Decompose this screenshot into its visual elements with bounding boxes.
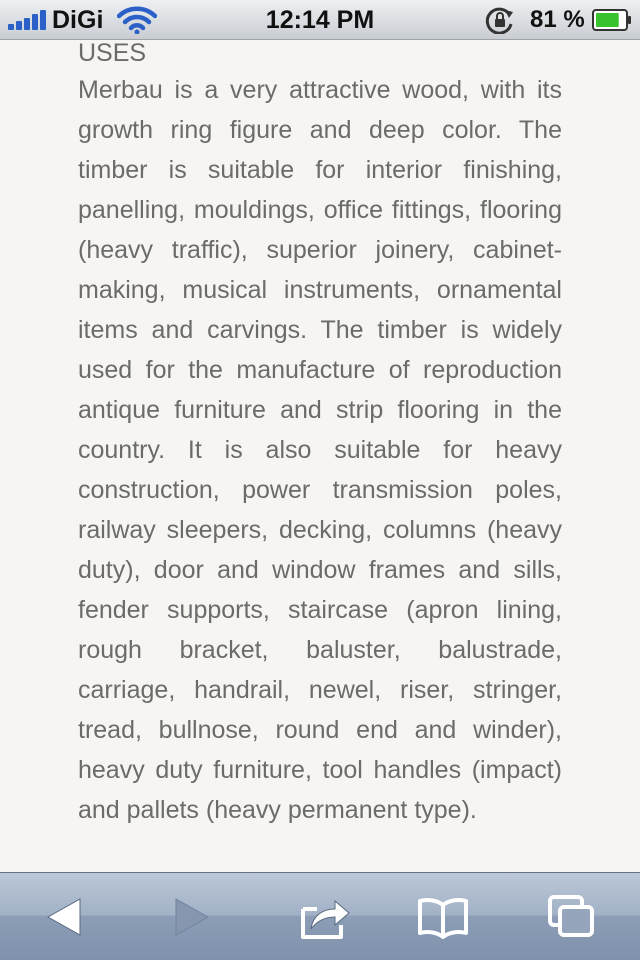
carrier-name: DiGi [52, 6, 104, 34]
tabs-button[interactable] [542, 887, 602, 947]
article-content [78, 40, 562, 872]
article-body-text: Merbau is a very attractive wood, with its growth ring figure and deep color. The timber is suitable for interior finishing, panelling, mouldings, office fittings, flooring (heavy traffic), superior joinery, cabinet-making, musical instruments, ornamental items and carvings. The timber is widely used for the manufacture of reproduction antique furniture and strip flooring in the country. It is also suitable for heavy construction, power transmission poles, railway sleepers, decking, columns (heavy duty), door and window frames and sills, fender supports, staircase (apron lining, rough bracket, baluster, balustrade, carriage, handrail, newel, riser, stringer, tread, bullnose, round end and winder), heavy duty furniture, tool handles (impact) and pallets (heavy permanent type). [78, 76, 562, 824]
rotation-lock-icon [485, 6, 515, 34]
battery-icon [592, 9, 632, 31]
bookmarks-button[interactable] [413, 887, 473, 947]
forward-button[interactable] [162, 887, 222, 947]
tabs-icon [542, 887, 602, 947]
back-button[interactable] [34, 887, 94, 947]
bookmarks-icon [413, 887, 473, 947]
back-arrow-icon [34, 887, 94, 947]
browser-toolbar [0, 872, 640, 960]
status-bar [0, 0, 640, 40]
battery-percentage: 81 % [530, 6, 585, 33]
clock: 12:14 PM [265, 6, 375, 34]
share-button[interactable] [295, 887, 355, 947]
section-heading: USES [78, 40, 147, 67]
share-icon [295, 887, 355, 947]
forward-arrow-icon [162, 887, 222, 947]
